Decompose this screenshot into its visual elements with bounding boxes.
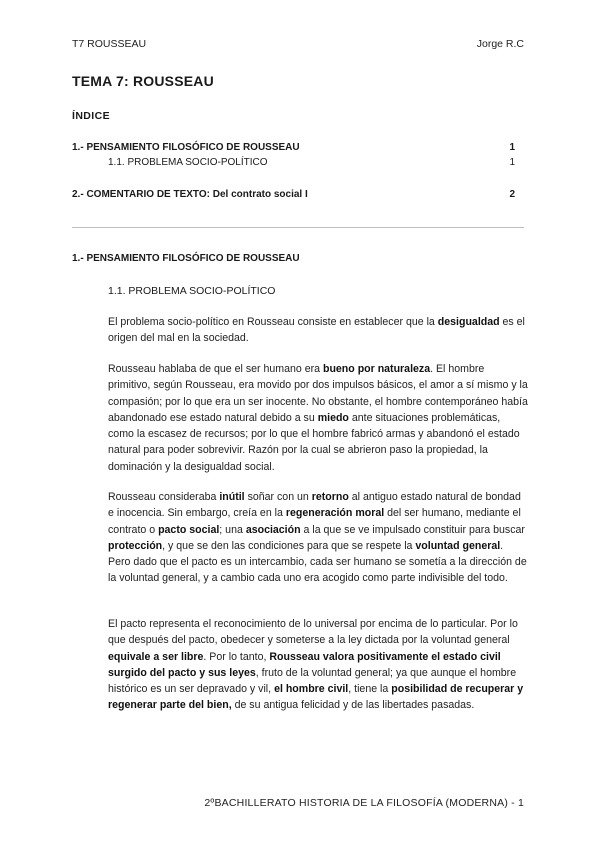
paragraph [108, 489, 528, 587]
toc-entry-label: 2.- COMENTARIO DE TEXTO: Del contrato social I [72, 189, 308, 200]
bold-text: bueno por naturaleza [322, 363, 431, 375]
bold-text: protección [108, 539, 163, 552]
text-run: El pacto representa el reconocimiento de lo universal por encima de lo particular. Por lo que después del pacto, obedecer y someterse a la ley dictada por la voluntad general [108, 618, 518, 647]
toc-entry-page: 1 [509, 142, 515, 153]
text-run: , y que se den las condiciones para que se respete la [162, 539, 416, 552]
text-run: de su antigua felicidad y de las libertades pasadas. [231, 699, 475, 712]
text-run: ante situaciones problemáticas, como la escasez de recursos; por lo que el hombre fabricó armas y abandonó el estado natural para poder sobrevivir. Razón por la cual se abrieron paso la propiedad, la dominación y la desigualdad social. [108, 411, 520, 473]
bold-text: equivale a ser libre [108, 650, 204, 663]
text-run: es el origen del mal en la sociedad. [108, 316, 525, 345]
bold-text: retorno [311, 491, 349, 503]
toc-entry-label: 1.- PENSAMIENTO FILOSÓFICO DE ROUSSEAU [72, 142, 300, 153]
section-divider [72, 227, 524, 228]
bold-text: asociación [245, 523, 301, 536]
text-run: El problema socio-político en Rousseau consiste en establecer que la [108, 316, 438, 328]
paragraph [108, 616, 528, 714]
text-run: soñar con un [244, 491, 312, 503]
page-footer: 2ºBACHILLERATO HISTORIA DE LA FILOSOFÍA (MODERNA) - 1 [204, 797, 524, 809]
page-title: TEMA 7: ROUSSEAU [72, 73, 214, 89]
paragraph [108, 361, 528, 475]
bold-text: el hombre civil [274, 683, 349, 696]
bold-text: Rousseau valora positivamente el estado civil surgido del pacto y sus leyes [108, 650, 501, 679]
text-run: . El hombre primitivo, según Rousseau, era movido por dos impulsos básicos, el amor a sí mismo y la compasión; por lo que era un ser inocente. No obstante, el hombre contemporáneo había abandonado ese estado natural debido a su [108, 363, 528, 424]
text-run: del ser humano, mediante el contrato o [108, 507, 521, 536]
toc-entry-page: 1 [509, 157, 515, 168]
text-run: , fruto de la voluntad general; ya que aunque el hombre histórico es un ser depravado y vil, [108, 666, 517, 696]
bold-text: pacto social [158, 523, 220, 536]
text-run: Rousseau hablaba de que el ser humano era [108, 363, 323, 375]
text-run: a la que se ve impulsado constituir para buscar [300, 523, 525, 536]
header-right: Jorge R.C [476, 38, 524, 50]
paragraph [108, 314, 528, 347]
section-title: 1.- PENSAMIENTO FILOSÓFICO DE ROUSSEAU [72, 253, 300, 264]
bold-text: voluntad general [415, 539, 501, 552]
bold-text: regeneración moral [285, 507, 385, 520]
toc-entry-2[interactable] [72, 189, 515, 200]
text-run: ; una [219, 523, 246, 536]
bold-text: desigualdad [437, 316, 500, 328]
toc-entry-label: 1.1. PROBLEMA SOCIO-POLÍTICO [108, 157, 268, 168]
bold-text: miedo [317, 411, 349, 424]
toc-entry-1[interactable] [72, 142, 515, 153]
header-left: T7 ROUSSEAU [72, 38, 147, 50]
text-run: al antiguo estado natural de bondad e inocencia. Sin embargo, creía en la [108, 491, 521, 520]
text-run: . Por lo tanto, [203, 650, 270, 663]
subsection-title: 1.1. PROBLEMA SOCIO-POLÍTICO [108, 285, 276, 297]
bold-text: posibilidad de recuperar y regenerar parte del bien, [108, 683, 524, 712]
text-run: , tiene la [348, 683, 392, 696]
toc-entry-1-1[interactable] [108, 157, 515, 168]
toc-entry-page: 2 [509, 189, 515, 200]
index-heading: ÍNDICE [72, 110, 110, 122]
text-run: Rousseau consideraba [108, 491, 220, 503]
bold-text: inútil [219, 491, 245, 503]
text-run: . Pero dado que el pacto es un intercambio, cada ser humano se sometía a la dirección de la voluntad general, y a cambio cada uno era acogido como parte indivisible del todo. [108, 539, 527, 585]
